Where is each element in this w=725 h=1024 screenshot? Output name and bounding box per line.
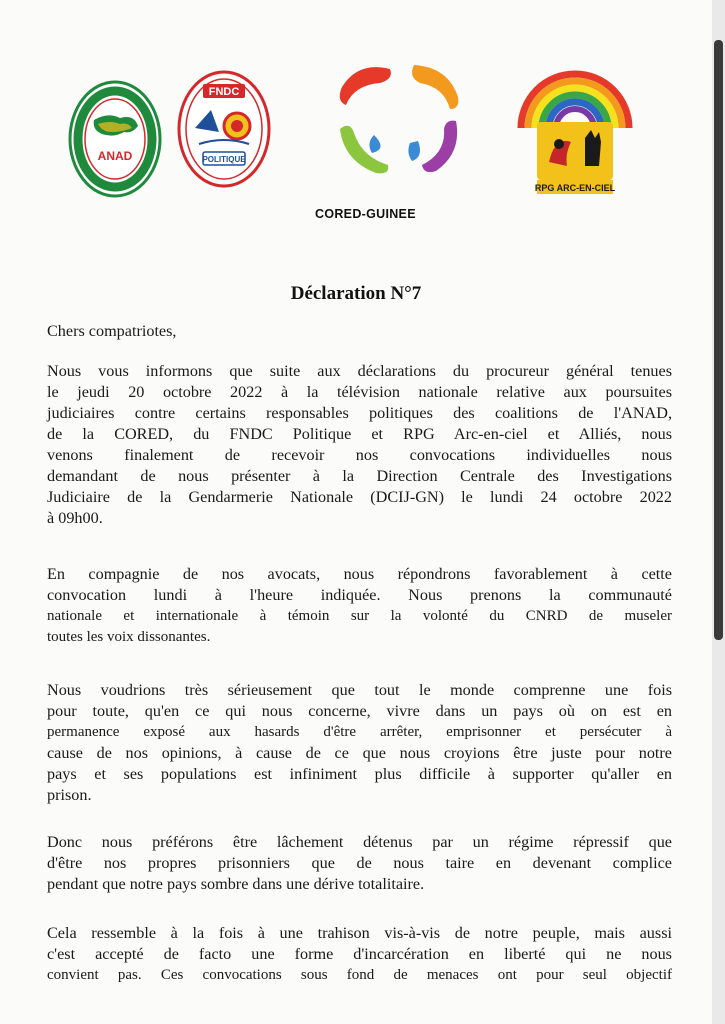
paragraph-line: prison. (47, 786, 92, 804)
paragraph-line: demandant de nous présenter à la Direction Centrale des Investigations (47, 467, 672, 485)
paragraph-line: à 09h00. (47, 509, 103, 527)
paragraph-line: le jeudi 20 octobre 2022 à la télévision nationale relative aux poursuites (47, 383, 672, 401)
cored-guinee-caption: CORED-GUINEE (315, 207, 416, 221)
paragraph-line: de la CORED, du FNDC Politique et RPG Arc-en-ciel et Alliés, nous (47, 425, 672, 443)
paragraph-line: judiciaires contre certains responsables politiques des coalitions de l'ANAD, (47, 404, 672, 422)
fndc-logo (177, 70, 271, 188)
paragraph-line: venons finalement de recevoir nos convocations individuelles nous (47, 446, 672, 464)
paragraph-2 (47, 564, 672, 648)
scrollbar-thumb[interactable] (714, 40, 723, 640)
cored-logo (328, 57, 468, 179)
paragraph-line: permanence exposé aux hasards d'être arrêter, emprisonner et persécuter à (47, 724, 672, 740)
paragraph-line: Judiciaire de la Gendarmerie Nationale (DCIJ-GN) le lundi 24 octobre 2022 (47, 488, 672, 506)
vertical-scrollbar[interactable] (712, 0, 725, 1024)
paragraph-line: pour toute, qu'en ce qui nous concerne, vivre dans un pays où on est en (47, 702, 672, 720)
paragraph-line: Donc nous préférons être lâchement détenus par un régime répressif que (47, 833, 672, 851)
paragraph-line: convient pas. Ces convocations sous fond de menaces ont pour seul objectif (47, 967, 672, 983)
fndc-logo-title: FNDC (208, 86, 240, 98)
fndc-logo-subtitle: POLITIQUE (202, 155, 246, 164)
paragraph-line: Nous vous informons que suite aux déclarations du procureur général tenues (47, 362, 672, 380)
paragraph-4 (47, 832, 672, 895)
paragraph-line: toutes les voix dissonantes. (47, 629, 211, 645)
declaration-title: Déclaration N°7 (290, 283, 422, 304)
rpg-logo-text: RPG ARC-EN-CIEL (534, 183, 616, 193)
paragraph-1 (47, 361, 672, 529)
paragraph-line: Cela ressemble à la fois à une trahison vis-à-vis de notre peuple, mais aussi (47, 924, 672, 942)
anad-logo-text: ANAD (97, 149, 133, 163)
paragraph-line: d'être nos propres prisonniers que de nous taire en devenant complice (47, 854, 672, 872)
paragraph-5 (47, 923, 672, 986)
anad-logo (68, 80, 162, 198)
paragraph-line: Nous voudrions très sérieusement que tout le monde comprenne une fois (47, 681, 672, 699)
paragraph-line: c'est accepté de facto une forme d'incarcération en liberté qui ne nous (47, 945, 672, 963)
paragraph-line: nationale et internationale à témoin sur la volonté du CNRD de museler (47, 608, 672, 624)
paragraph-line: convocation lundi à l'heure indiquée. Nous prenons la communauté (47, 586, 672, 604)
salutation: Chers compatriotes, (47, 322, 177, 340)
paragraph-line: pays et ses populations est infiniment plus difficile à supporter qu'aller en (47, 765, 672, 783)
paragraph-line: pendant que notre pays sombre dans une dérive totalitaire. (47, 875, 425, 893)
paragraph-line: En compagnie de nos avocats, nous répondrons favorablement à cette (47, 565, 672, 583)
paragraph-line: cause de nos opinions, à cause de ce que nous croyions être juste pour notre (47, 744, 672, 762)
rpg-arc-en-ciel-logo (515, 58, 635, 198)
paragraph-3 (47, 680, 672, 806)
